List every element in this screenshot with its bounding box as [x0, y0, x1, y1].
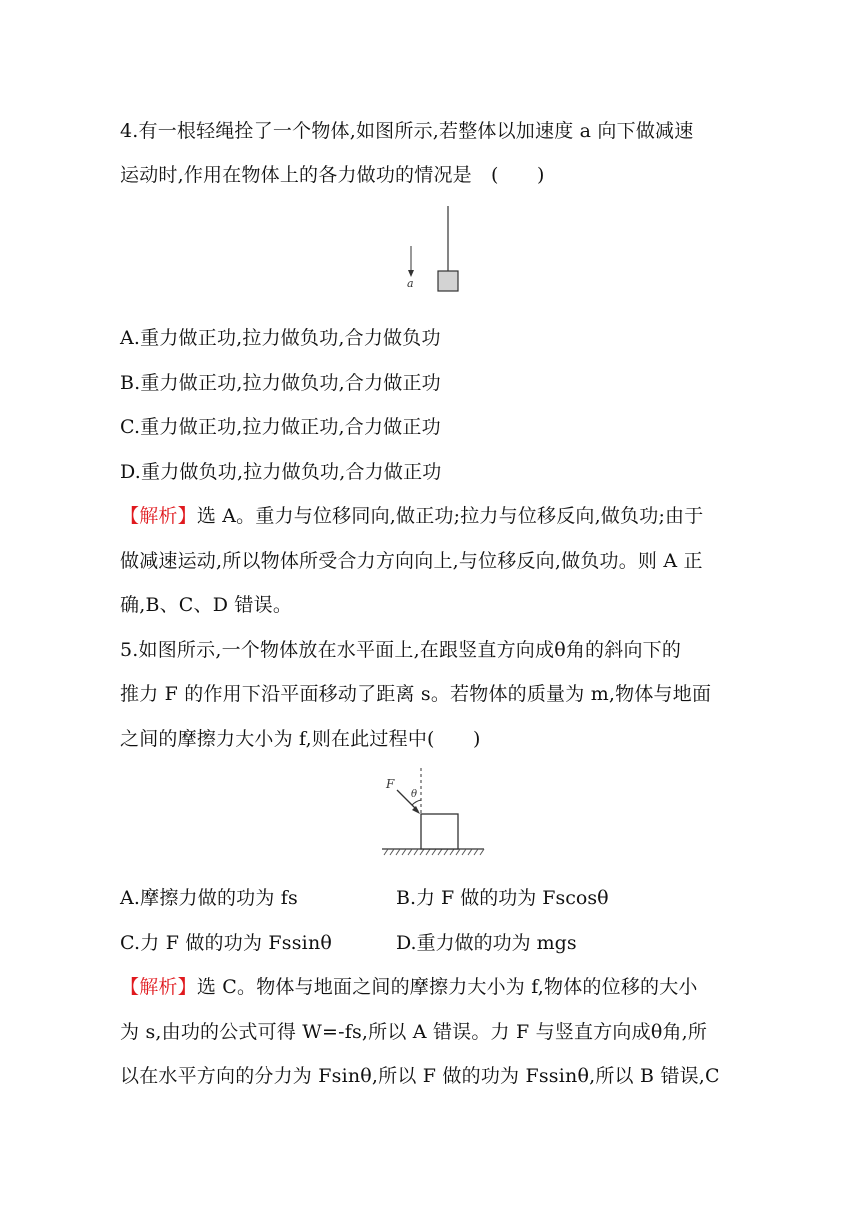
q4-analysis-line3: 确,B、C、D 错误。: [120, 594, 293, 616]
q5-figure: [0, 760, 860, 870]
analysis-tag: 【解析】: [120, 505, 197, 527]
q5-option-a: A.摩擦力做的功为 fs: [120, 887, 298, 909]
q4-stem-line1: 4.有一根轻绳拴了一个物体,如图所示,若整体以加速度 a 向下做减速: [120, 120, 694, 142]
angle-arc: [412, 800, 421, 805]
q4-analysis-line1: [120, 501, 703, 528]
q4-figure: [0, 196, 860, 306]
analysis-text: 选 C。物体与地面之间的摩擦力大小为 f,物体的位移的大小: [196, 976, 698, 998]
q5-analysis-line1: [120, 972, 698, 999]
q4-option-c: C.重力做正功,拉力做正功,合力做正功: [120, 416, 441, 438]
q5-option-d: D.重力做的功为 mgs: [396, 932, 577, 954]
force-arrowhead: [412, 806, 420, 814]
q5-option-b: B.力 F 做的功为 Fscosθ: [396, 887, 609, 909]
ground-hatch: [384, 849, 484, 855]
q5-stem-line3: 之间的摩擦力大小为 f,则在此过程中( ): [120, 728, 481, 750]
angle-label: θ: [411, 789, 418, 800]
q5-stem-line1: 5.如图所示,一个物体放在水平面上,在跟竖直方向成θ角的斜向下的: [120, 639, 682, 661]
q4-option-b: B.重力做正功,拉力做负功,合力做正功: [120, 372, 441, 394]
q4-option-d: D.重力做负功,拉力做负功,合力做正功: [120, 461, 442, 483]
analysis-text: 选 A。重力与位移同向,做正功;拉力与位移反向,做负功;由于: [196, 505, 704, 527]
q5-stem-line2: 推力 F 的作用下沿平面移动了距离 s。若物体的质量为 m,物体与地面: [120, 683, 712, 705]
acceleration-label: a: [407, 277, 414, 290]
q5-option-c: C.力 F 做的功为 Fssinθ: [120, 932, 333, 954]
q4-analysis-line2: 做减速运动,所以物体所受合力方向向上,与位移反向,做负功。则 A 正: [120, 550, 703, 572]
hanging-block: [438, 271, 458, 291]
q5-analysis-line3: 以在水平方向的分力为 Fsinθ,所以 F 做的功为 Fssinθ,所以 B 错误,C: [120, 1065, 720, 1087]
q4-stem-line2: 运动时,作用在物体上的各力做功的情况是 ( ): [120, 164, 545, 186]
q5-analysis-line2: 为 s,由功的公式可得 W=-fs,所以 A 错误。力 F 与竖直方向成θ角,所: [120, 1021, 708, 1043]
block: [421, 814, 458, 849]
analysis-tag: 【解析】: [120, 976, 197, 998]
force-label: F: [386, 777, 395, 791]
q4-option-a: A.重力做正功,拉力做负功,合力做负功: [120, 327, 441, 349]
acceleration-arrowhead: [408, 270, 414, 277]
